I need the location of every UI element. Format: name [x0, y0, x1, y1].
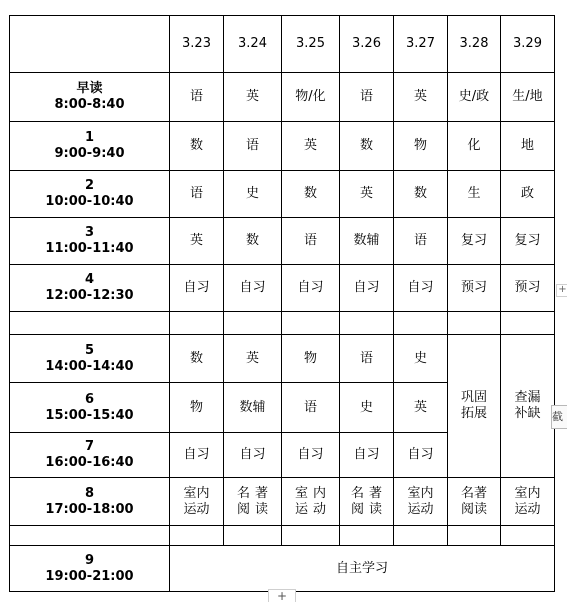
date-cell: 3.24: [224, 16, 282, 73]
table-row: [10, 73, 555, 122]
subject-cell: 数辅: [224, 383, 282, 433]
subject-cell: 英: [282, 122, 340, 171]
subject-cell: 地: [501, 122, 555, 171]
table-row: [10, 218, 555, 265]
date-cell: 3.25: [282, 16, 340, 73]
period-header: [10, 171, 170, 218]
add-column-button[interactable]: +: [556, 284, 567, 297]
merged-cell-fill-gaps: 查漏 补缺: [501, 335, 555, 478]
schedule-table: [9, 15, 555, 592]
table-row: [10, 122, 555, 171]
subject-cell: 自习: [170, 265, 224, 312]
activity-cell: 名著 阅读: [224, 478, 282, 526]
subject-cell: 自习: [394, 433, 448, 478]
subject-cell: 预习: [501, 265, 555, 312]
activity-cell: 室内 运动: [394, 478, 448, 526]
period-time: 17:00-18:00: [45, 501, 134, 517]
subject-cell: 自习: [224, 265, 282, 312]
subject-cell: 语: [282, 218, 340, 265]
subject-cell: 生/地: [501, 73, 555, 122]
activity-cell: 室内 运动: [282, 478, 340, 526]
subject-cell: 语: [282, 383, 340, 433]
period-header: [10, 546, 170, 592]
period-number: 3: [84, 225, 95, 240]
date-cell: 3.29: [501, 16, 555, 73]
subject-cell: 英: [394, 73, 448, 122]
period-time: 8:00-8:40: [54, 97, 125, 112]
subject-cell: 物: [394, 122, 448, 171]
subject-cell: 复习: [501, 218, 555, 265]
period-header: [10, 265, 170, 312]
period-header: [10, 73, 170, 122]
period-header: [10, 218, 170, 265]
subject-cell: 自习: [282, 433, 340, 478]
period-number: 4: [84, 272, 95, 287]
table-row: [10, 546, 555, 592]
subject-cell: 自习: [394, 265, 448, 312]
subject-cell: 语: [224, 122, 282, 171]
spacer-row: [10, 312, 555, 335]
subject-cell: 语: [340, 335, 394, 383]
corner-cell: [10, 16, 170, 73]
screenshot-tooltip[interactable]: 截: [551, 405, 567, 429]
subject-cell: 数: [170, 335, 224, 383]
subject-cell: 数: [340, 122, 394, 171]
table-row: [10, 478, 555, 526]
period-number: 早读: [76, 81, 103, 96]
subject-cell: 自习: [340, 433, 394, 478]
subject-cell: 英: [224, 335, 282, 383]
activity-cell: 室内 运动: [170, 478, 224, 526]
activity-cell: 室内 运动: [501, 478, 555, 526]
period-number: 2: [84, 178, 95, 193]
subject-cell: 英: [394, 383, 448, 433]
period-number: 6: [84, 391, 95, 407]
period-number: 7: [84, 439, 95, 454]
header-row: [10, 16, 555, 73]
subject-cell: 语: [394, 218, 448, 265]
period-time: 11:00-11:40: [45, 241, 134, 256]
subject-cell: 生: [448, 171, 501, 218]
activity-cell: 名著 阅读: [340, 478, 394, 526]
subject-cell: 化: [448, 122, 501, 171]
subject-cell: 英: [224, 73, 282, 122]
subject-cell: 数: [394, 171, 448, 218]
subject-cell: 自习: [282, 265, 340, 312]
add-row-button[interactable]: +: [268, 589, 296, 602]
subject-cell: 物: [170, 383, 224, 433]
spacer-row: [10, 526, 555, 546]
period-header: [10, 335, 170, 383]
subject-cell: 英: [340, 171, 394, 218]
subject-cell: 复习: [448, 218, 501, 265]
merged-cell-review: 巩固 拓展: [448, 335, 501, 478]
date-cell: 3.28: [448, 16, 501, 73]
period-time: 9:00-9:40: [54, 146, 125, 161]
subject-cell: 自习: [224, 433, 282, 478]
subject-cell: 物: [282, 335, 340, 383]
period-time: 14:00-14:40: [45, 358, 134, 374]
period-header: [10, 383, 170, 433]
period-number: 5: [84, 342, 95, 358]
period-header: [10, 433, 170, 478]
period-number: 1: [84, 130, 95, 145]
date-cell: 3.27: [394, 16, 448, 73]
table-row: [10, 265, 555, 312]
period-number: 8: [84, 485, 95, 501]
self-study-cell: 自主学习: [170, 546, 555, 592]
period-time: 10:00-10:40: [45, 194, 134, 209]
date-cell: 3.26: [340, 16, 394, 73]
subject-cell: 史/政: [448, 73, 501, 122]
subject-cell: 数辅: [340, 218, 394, 265]
subject-cell: 史: [340, 383, 394, 433]
subject-cell: 史: [224, 171, 282, 218]
subject-cell: 语: [340, 73, 394, 122]
subject-cell: 预习: [448, 265, 501, 312]
subject-cell: 史: [394, 335, 448, 383]
subject-cell: 物/化: [282, 73, 340, 122]
subject-cell: 自习: [170, 433, 224, 478]
date-cell: 3.23: [170, 16, 224, 73]
subject-cell: 自习: [340, 265, 394, 312]
subject-cell: 语: [170, 73, 224, 122]
table-row: [10, 171, 555, 218]
subject-cell: 政: [501, 171, 555, 218]
activity-cell: 名著 阅读: [448, 478, 501, 526]
period-time: 19:00-21:00: [45, 568, 134, 584]
subject-cell: 数: [282, 171, 340, 218]
period-number: 9: [84, 552, 95, 568]
subject-cell: 数: [170, 122, 224, 171]
period-header: [10, 122, 170, 171]
period-header: [10, 478, 170, 526]
period-time: 16:00-16:40: [45, 455, 134, 470]
subject-cell: 数: [224, 218, 282, 265]
period-time: 12:00-12:30: [45, 288, 134, 303]
subject-cell: 英: [170, 218, 224, 265]
period-time: 15:00-15:40: [45, 407, 134, 423]
table-row: [10, 335, 555, 383]
subject-cell: 语: [170, 171, 224, 218]
